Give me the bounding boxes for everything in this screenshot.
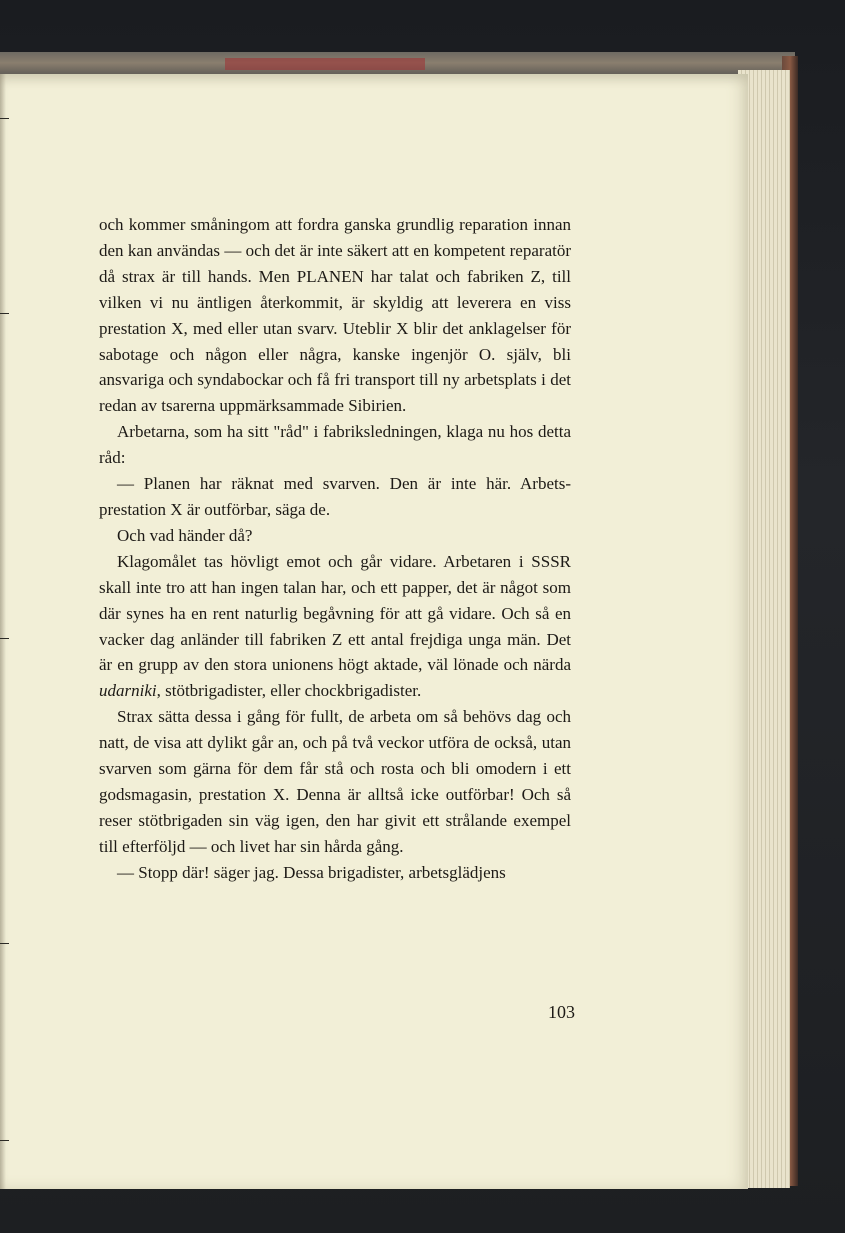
edge-mark: [0, 313, 9, 314]
scan-edge-marks: [0, 0, 10, 1233]
edge-mark: [0, 943, 9, 944]
paragraph: — Stopp där! säger jag. Dessa brigadister, arbetsglädjens: [117, 862, 506, 882]
edge-mark: [0, 1140, 9, 1141]
paragraph: Arbetarna, som ha sitt "råd" i fabriksledningen, klaga nu hos detta råd:: [99, 422, 571, 468]
body-text: [99, 212, 571, 886]
paragraph: Och vad händer då?: [117, 525, 253, 545]
italic-term: udarniki: [99, 681, 157, 701]
book-binding-edge: [225, 58, 425, 70]
paragraph: Klagomålet tas hövligt emot och går vidare. Arbetaren i SSSR skall inte tro att han ingen talan har, och ett papper, det är något som där synes ha en rent naturlig begåvning för att gå vidare. Och så en vacker dag anländer till fabriken Z ett antal frejdiga unga män. Det är en grupp av den stora unionens högt aktade, väl lönade och närda udarniki, stötbrigadister, eller chockbrigadister.: [99, 551, 571, 701]
edge-mark: [0, 118, 9, 119]
paragraph: — Planen har räknat med svarven. Den är inte här. Arbetsprestation X är outförbar, säga de.: [99, 474, 571, 519]
paragraph: Strax sätta dessa i gång för fullt, de arbeta om så behövs dag och natt, de visa att dylikt går an, och på två veckor utföra de också, utan svarven som gärna för dem får stå och rosta och bli omodern i ett godsmagasin, prestation X. Denna är alltså icke outförbar! Och så reser stötbrigaden sin väg igen, den har givit ett strålande exempel till efterföljd — och livet har sin hårda gång.: [99, 707, 571, 856]
page-number: 103: [548, 1002, 575, 1022]
edge-mark: [0, 638, 9, 639]
paragraph: och kommer småningom att fordra ganska grundlig reparation innan den kan användas — och det är inte säkert att en kompetent reparatör då strax är till hands. Men PLANEN har talat och fabriken Z, till vilken vi nu äntligen återkommit, är skyldig att leverera en viss prestation X, med eller utan svarv. Uteblir X blir det anklagelser för sabotage och någon eller några, kanske ingenjör O. själv, bli ansvariga och syndabockar och få fri transport till ny arbetsplats i det redan av tsarerna uppmärksammade Sibirien.: [99, 215, 571, 416]
